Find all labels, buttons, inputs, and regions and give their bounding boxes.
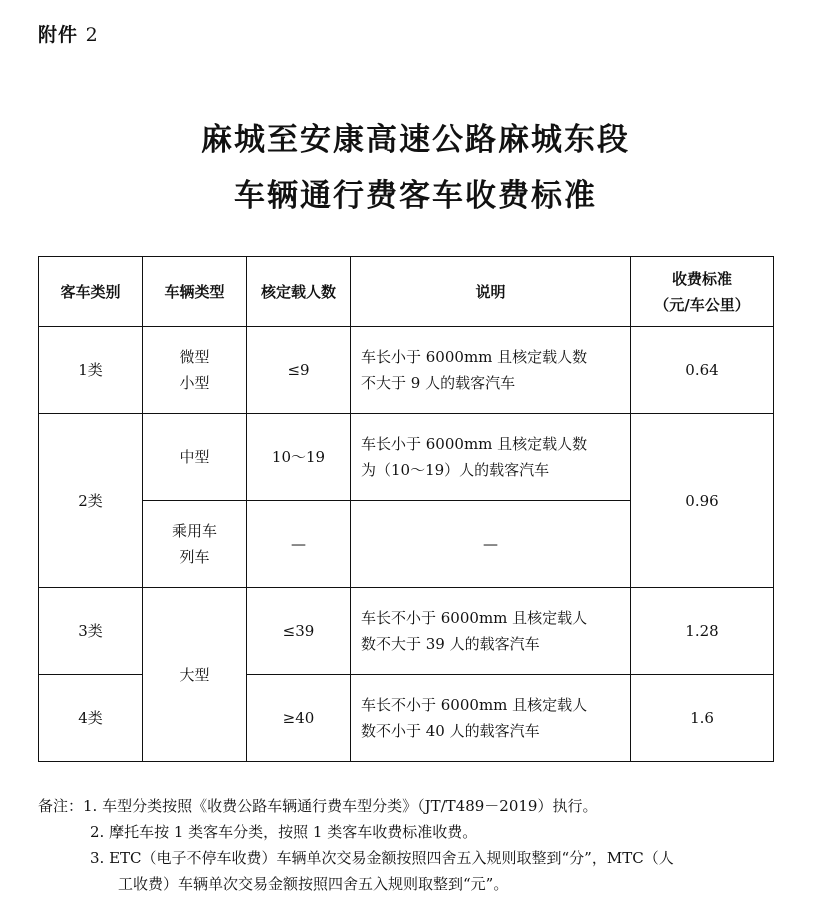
- class4-desc-line1: 车长不小于 6000mm 且核定载人: [361, 696, 588, 714]
- class1-seats: ≤9: [247, 327, 351, 414]
- class2-train-seats: —: [247, 501, 351, 588]
- header-description: 说明: [351, 257, 631, 327]
- class2-fee: 0.96: [631, 414, 774, 588]
- table-row: [39, 588, 774, 675]
- class4-seats: ≥40: [247, 675, 351, 762]
- table-row: [39, 327, 774, 414]
- class3-seats: ≤39: [247, 588, 351, 675]
- header-fee-line2: （元/车公里）: [654, 295, 750, 314]
- note-1: 1. 车型分类按照《收费公路车辆通行费车型分类》（JT/T489－2019）执行。: [83, 797, 598, 815]
- class1-desc-line2: 不大于 9 人的载客汽车: [361, 374, 516, 392]
- class1-category: 1类: [39, 327, 143, 414]
- class3-category: 3类: [39, 588, 143, 675]
- header-vehicle-type: 车辆类型: [143, 257, 247, 327]
- class2-medium-description: [351, 414, 631, 501]
- class4-description: [351, 675, 631, 762]
- class4-fee: 1.6: [631, 675, 774, 762]
- class2-category: 2类: [39, 414, 143, 588]
- class2-medium-desc-line2: 为（10～19）人的载客汽车: [361, 461, 550, 479]
- fee-standard-table: [38, 256, 774, 762]
- class2-train-type-line1: 乘用车: [171, 522, 217, 540]
- class2-medium-seats: 10～19: [247, 414, 351, 501]
- class1-desc-line1: 车长小于 6000mm 且核定载人数: [361, 348, 588, 366]
- note-line-1: [38, 793, 674, 819]
- class1-description: [351, 327, 631, 414]
- class4-desc-line2: 数不小于 40 人的载客汽车: [361, 722, 540, 740]
- class1-type-line2: 小型: [179, 374, 210, 392]
- class1-type: [143, 327, 247, 414]
- document-title-line2: 车辆通行费客车收费标准: [234, 178, 597, 214]
- class2-medium-desc-line1: 车长小于 6000mm 且核定载人数: [361, 435, 588, 453]
- header-fee: [631, 257, 774, 327]
- note-2: 2. 摩托车按 1 类客车分类，按照 1 类客车收费标准收费。: [90, 823, 478, 841]
- notes-prefix: 备注：: [38, 797, 84, 815]
- header-seats: 核定载人数: [247, 257, 351, 327]
- class3-desc-line1: 车长不小于 6000mm 且核定载人: [361, 609, 588, 627]
- class2-train-description: —: [351, 501, 631, 588]
- note-3-line1: 3. ETC（电子不停车收费）车辆单次交易金额按照四舍五入规则取整到“分”，MTC（人: [90, 849, 674, 867]
- class2-train-type: [143, 501, 247, 588]
- attachment-text: 附件: [38, 24, 79, 46]
- notes-section: [38, 793, 674, 897]
- header-fee-line1: 收费标准: [671, 269, 732, 288]
- class3-description: [351, 588, 631, 675]
- class4-category: 4类: [39, 675, 143, 762]
- class1-fee: 0.64: [631, 327, 774, 414]
- note-3-line2: 工收费）车辆单次交易金额按照四舍五入规则取整到“元”。: [118, 875, 509, 893]
- header-category: 客车类别: [39, 257, 143, 327]
- class3-desc-line2: 数不大于 39 人的载客汽车: [361, 635, 540, 653]
- large-vehicle-type: 大型: [143, 588, 247, 762]
- class3-fee: 1.28: [631, 588, 774, 675]
- class2-medium-type: 中型: [143, 414, 247, 501]
- table-header-row: [39, 257, 774, 327]
- class1-type-line1: 微型: [179, 348, 210, 366]
- attachment-label: [38, 20, 99, 47]
- table-row: [39, 414, 774, 501]
- document-title-line1: 麻城至安康高速公路麻城东段: [201, 122, 630, 158]
- attachment-number: 2: [85, 24, 99, 46]
- class2-train-type-line2: 列车: [179, 548, 210, 566]
